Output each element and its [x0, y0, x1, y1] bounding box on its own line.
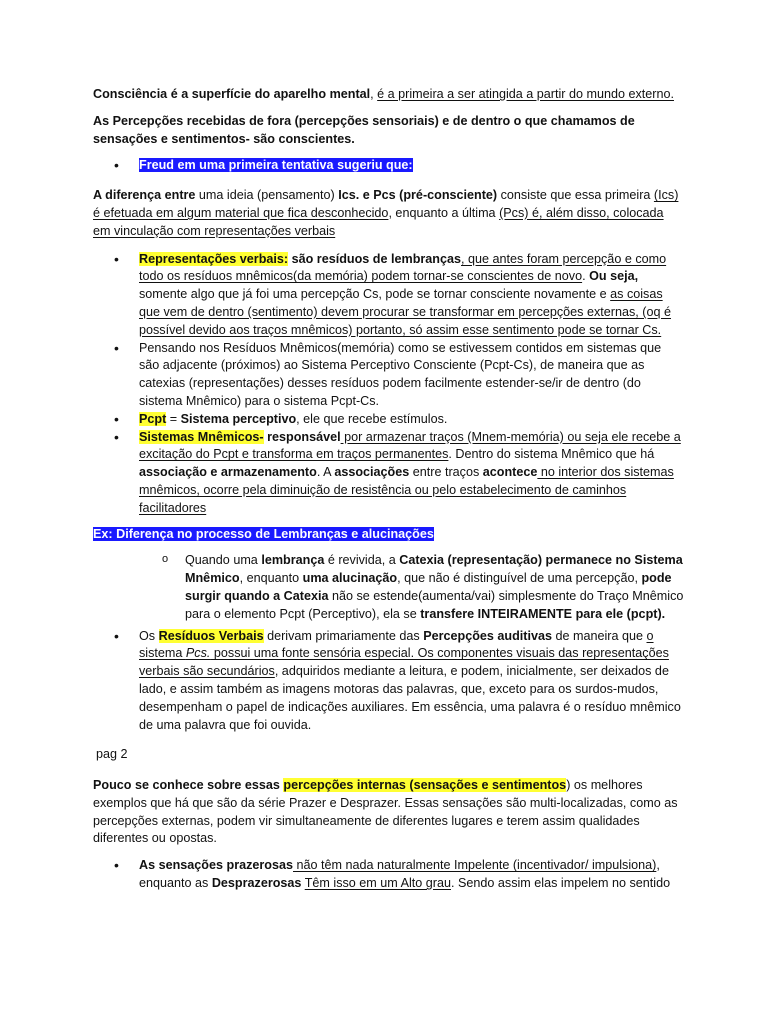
example-heading: Ex: Diferença no processo de Lembranças e alucinações	[93, 526, 434, 541]
paragraph-percepcoes: As Percepções recebidas de fora (percepções sensoriais) e de dentro o que chamamos de sensações e sentimentos- são conscientes.	[93, 113, 635, 146]
list-item: • As sensações prazerosas não têm nada naturalmente Impelente (incentivador/ impulsiona), enquanto as Desprazerosas Têm isso em um Alto grau. Sendo assim elas impelem no sentido	[93, 857, 684, 893]
bullet-list-representacoes	[93, 251, 684, 518]
paragraph-percepcoes-internas: Pouco se conhece sobre essas percepções internas (sensações e sentimentos) os melhores exemplos que há que são da série Prazer e Desprazer. Essas sensações são multi-localizadas, como as percepções externas, podem vir simultaneamente de diferentes lugares e terem assim qualidades diferentes ou opostas.	[93, 778, 678, 846]
page-number: pag 2	[96, 747, 128, 762]
bullet-list-sensacoes	[93, 857, 684, 893]
list-item: • Pensando nos Resíduos Mnêmicos(memória) como se estivessem contidos em sistemas que são adjacente (próximos) ao Sistema Perceptivo Consciente (Pcpt-Cs), de maneira que as catexias (representações) desses resíduos podem facilmente estender-se/ir de dentro (do sistema Mnêmico) para o sistema Pcpt-Cs.	[93, 340, 684, 411]
list-item: • Os Resíduos Verbais derivam primariamente das Percepções auditivas de maneira que o sistema Pcs. possui uma fonte sensória especial. Os componentes visuais das representações verbais são secundários, adquiridos mediante a leitura, e podem, inicialmente, ser deixados de lado, e assim também as imagens motoras das palavras, que, exceto para os surdos-mudos, desempenham o papel de indicações auxiliares. Em essência, uma palavra é o resíduo mnêmico de uma palavra que foi ouvida.	[93, 628, 684, 735]
list-item: • Pcpt = Sistema perceptivo, ele que recebe estímulos.	[93, 411, 684, 429]
list-item: • Sistemas Mnêmicos- responsável por armazenar traços (Mnem-memória) ou seja ele recebe a excitação do Pcpt e transforma em traços permanentes. Dentro do sistema Mnêmico que há associação e armazenamento. A associações entre traços acontece no interior dos sistemas mnêmicos, ocorre pela diminuição de resistência ou pelo estabelecimento de caminhos facilitadores	[93, 429, 684, 518]
bullet-list-residuos-verbais	[93, 628, 684, 735]
list-item: • Freud em uma primeira tentativa sugeriu que:	[93, 157, 684, 175]
paragraph-consciencia: Consciência é a superfície do aparelho mental, é a primeira a ser atingida a partir do mundo externo.	[93, 87, 674, 101]
sub-list-lembrancas	[93, 552, 684, 623]
list-item: o Quando uma lembrança é revivida, a Catexia (representação) permanece no Sistema Mnêmico, enquanto uma alucinação, que não é distinguível de uma percepção, pode surgir quando a Catexia não se estende(aumenta/vai) simplesmente do Traço Mnêmico para o elemento Pcpt (Perceptivo), ela se transfere INTEIRAMENTE para ele (pcpt).	[93, 552, 684, 623]
bullet-list-freud	[93, 157, 684, 175]
list-item: • Representações verbais: são resíduos de lembranças, que antes foram percepção e como todo os resíduos mnêmicos(da memória) podem tornar-se conscientes de novo. Ou seja, somente algo que já foi uma percepção Cs, pode se tornar consciente novamente e as coisas que vem de dentro (sentimento) devem procurar se transformar em percepções externas, (oq é possível devido aos traços mnêmicos) portanto, só assim esse sentimento pode se tornar Cs.	[93, 251, 684, 340]
paragraph-diferenca: A diferença entre uma ideia (pensamento) Ics. e Pcs (pré-consciente) consiste que essa primeira (Ics) é efetuada em algum material que fica desconhecido, enquanto a última (Pcs) é, além disso, colocada em vinculação com representações verbais	[93, 188, 679, 238]
